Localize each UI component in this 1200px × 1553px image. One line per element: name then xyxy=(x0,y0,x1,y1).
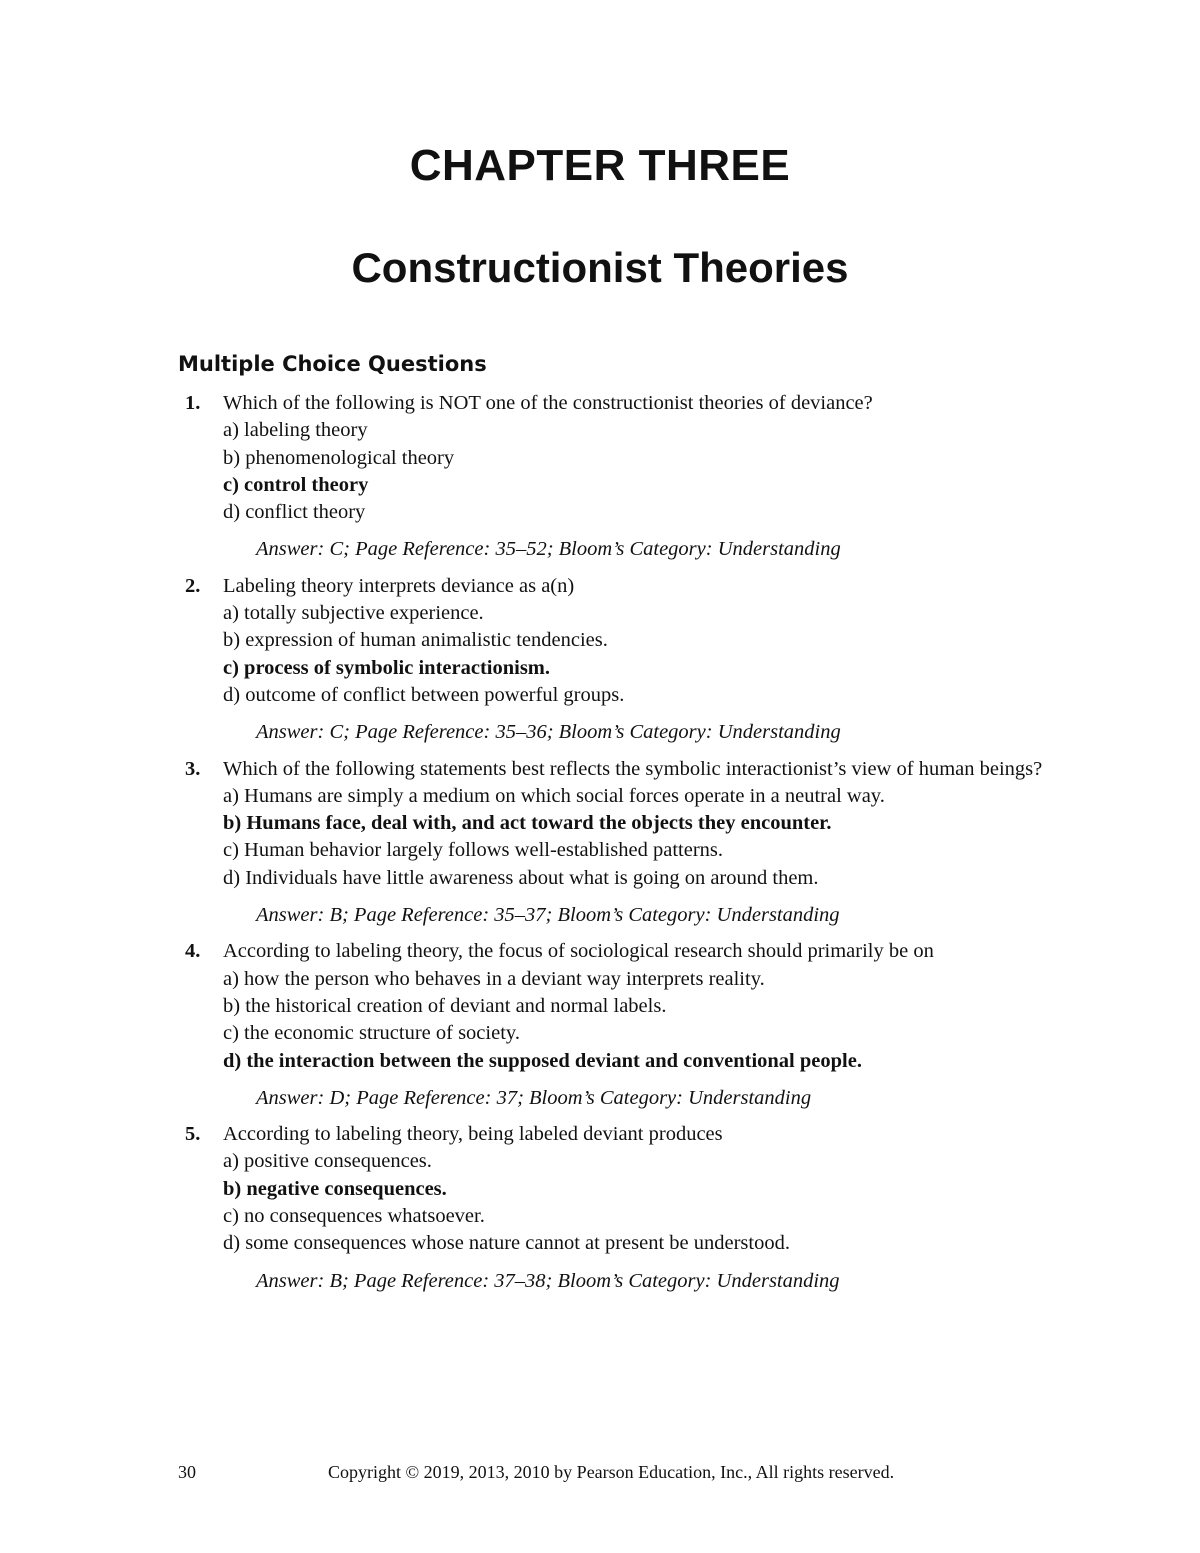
chapter-title: CHAPTER THREE xyxy=(409,141,791,190)
answer-option: c) Human behavior largely follows well-established patterns. xyxy=(223,839,724,862)
answer-option: a) totally subjective experience. xyxy=(223,602,484,625)
answer-option: d) some consequences whose nature cannot at present be understood. xyxy=(223,1232,790,1255)
question-stem: Which of the following statements best reflects the symbolic interactionist’s view of human beings? xyxy=(223,757,1043,780)
page-number: 30 xyxy=(178,1462,196,1482)
question-item xyxy=(185,1121,1045,1295)
question-list xyxy=(185,390,1045,1304)
answer-option: c) the economic structure of society. xyxy=(223,1022,520,1045)
answer-option: a) how the person who behaves in a deviant way interprets reality. xyxy=(223,967,765,990)
answer-key: Answer: D; Page Reference: 37; Bloom’s Category: Understanding xyxy=(256,1086,812,1109)
answer-option: a) labeling theory xyxy=(223,419,368,442)
answer-option: d) conflict theory xyxy=(223,501,366,524)
question-stem: Which of the following is NOT one of the constructionist theories of deviance? xyxy=(223,392,873,414)
answer-option: a) Humans are simply a medium on which social forces operate in a neutral way. xyxy=(223,784,885,807)
answer-option: d) Individuals have little awareness about what is going on around them. xyxy=(223,866,819,889)
question-stem: According to labeling theory, being labeled deviant produces xyxy=(223,1123,723,1146)
question-item xyxy=(185,756,1045,930)
question-number: 4. xyxy=(185,940,201,963)
question-number: 3. xyxy=(185,757,201,780)
answer-option: b) expression of human animalistic tendencies. xyxy=(223,629,608,652)
question-stem: According to labeling theory, the focus of sociological research should primarily be on xyxy=(223,940,934,963)
question-item xyxy=(185,390,1045,564)
answer-option: a) positive consequences. xyxy=(223,1150,432,1173)
answer-key: Answer: C; Page Reference: 35–52; Bloom’s Category: Understanding xyxy=(256,538,841,561)
correct-option: b) negative consequences. xyxy=(223,1177,447,1200)
question-number: 2. xyxy=(185,574,201,597)
answer-key: Answer: B; Page Reference: 35–37; Bloom’s Category: Understanding xyxy=(256,904,840,927)
question-stem: Labeling theory interprets deviance as a(n) xyxy=(223,574,575,597)
answer-key: Answer: B; Page Reference: 37–38; Bloom’s Category: Understanding xyxy=(256,1269,840,1292)
chapter-subtitle: Constructionist Theories xyxy=(351,244,849,291)
question-item xyxy=(185,938,1045,1112)
copyright-notice: Copyright © 2019, 2013, 2010 by Pearson Education, Inc., All rights reserved. xyxy=(328,1462,895,1482)
correct-option: b) Humans face, deal with, and act toward the objects they encounter. xyxy=(223,812,832,835)
correct-option: d) the interaction between the supposed deviant and conventional people. xyxy=(223,1049,862,1072)
answer-option: d) outcome of conflict between powerful groups. xyxy=(223,683,625,706)
answer-option: c) no consequences whatsoever. xyxy=(223,1205,485,1228)
correct-option: c) control theory xyxy=(223,473,369,496)
answer-option: b) the historical creation of deviant and normal labels. xyxy=(223,994,667,1017)
answer-key: Answer: C; Page Reference: 35–36; Bloom’s Category: Understanding xyxy=(256,721,841,744)
answer-option: b) phenomenological theory xyxy=(223,446,455,469)
question-item xyxy=(185,573,1045,747)
correct-option: c) process of symbolic interactionism. xyxy=(223,656,550,679)
question-number: 1. xyxy=(185,392,201,414)
section-heading: Multiple Choice Questions xyxy=(178,352,487,376)
question-number: 5. xyxy=(185,1123,201,1146)
